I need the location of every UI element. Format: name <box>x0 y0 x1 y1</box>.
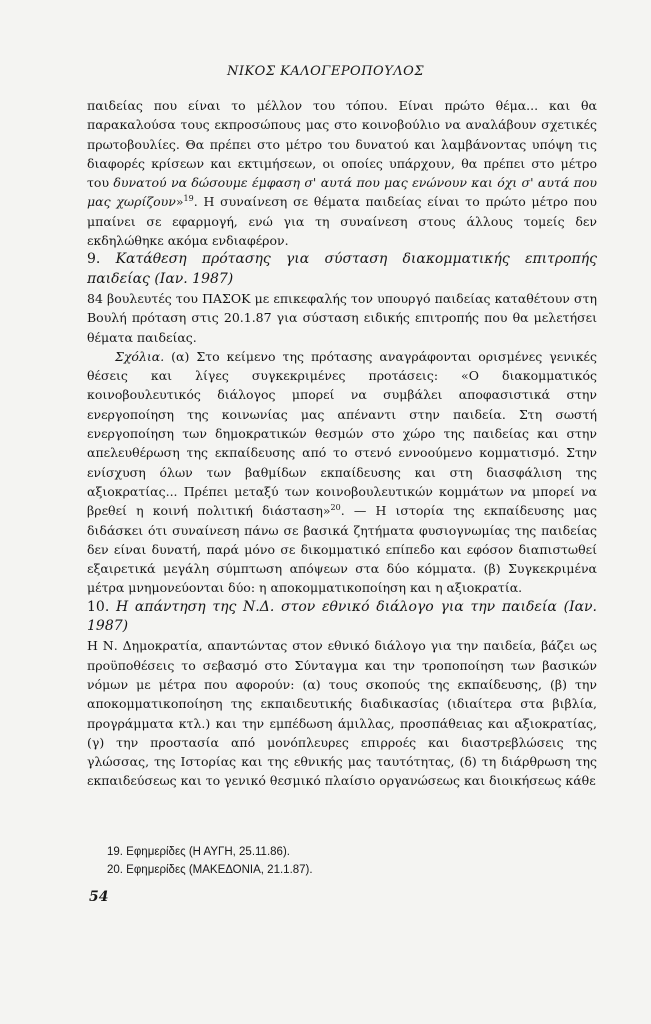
section-10-paragraph: Η Ν. Δημοκρατία, απαντώντας στον εθνικό διάλογο για την παιδεία, βάζει ως προϋποθέσεις το σεβασμό στο Σύνταγμα και την τροποποίηση των βασικών νόμων με μέτρα που αφορούν: (α) τους σκοπούς της εκπαίδευσης, (β) την αποκομματικοποίηση της εκπαιδευτικής διαδικασίας (ιδιαίτερα στα βιβλία, προγράμματα κτλ.) και την εμπέδωση άμιλλας, προσπάθειας και αξιοκρατίας, (γ) την προστασία από μονόπλευρες επιρροές και διαστρεβλώσεις της γλώσσας, της Ιστορίας και της εθνικής μας ταυτότητας, (δ) τη διάρθρωση της εκπαιδεύσεως και το γενικό θεσμικό πλαίσιο οργανώσεως και διοικήσεως κάθε <box>87 638 597 789</box>
section-9-comments <box>87 347 597 598</box>
comments-label: Σχόλια. <box>115 348 165 364</box>
closing-quote: » <box>175 194 184 210</box>
comments-text: . — Η ιστορία της εκπαίδευσης μας διδάσκει ότι συναίνεση πάνω σε βασικά ζητήματα φυσιογνωμίας της παιδείας δεν είναι δυνατή, παρά μόνο σε δικομματικό επίπεδο και εφόσον διαπιστωθεί εξαιρετικά μεγάλη σύμπτωση απόψεων στα δύο κόμματα. (β) Συγκεκριμένα μέτρα μνημονεύονται δύο: η αποκομματικοποίηση και η αξιοκρατία. <box>87 503 597 596</box>
section-10-heading <box>87 598 597 637</box>
footnote-ref-19[interactable]: 19 <box>183 194 194 204</box>
section-number: 10. <box>87 598 110 615</box>
running-header: ΝΙΚΟΣ ΚΑΛΟΓΕΡΟΠΟΥΛΟΣ <box>226 64 425 79</box>
footnote-19: 19. Εφημερίδες (Η ΑΥΓΗ, 25.11.86). <box>107 846 290 858</box>
section-number: 9. <box>87 251 101 268</box>
paragraph-text: . Η συναίνεση σε θέματα παιδείας είναι το πρώτο μέτρο που μπαίνει σε εφαρμογή, ενώ για τη συναίνεση στους άλλους τομείς δεν εκδηλώθηκε ακόμα ενδιαφέρον. <box>87 194 597 249</box>
body-text <box>87 96 597 791</box>
footnotes <box>107 843 507 879</box>
comments-text: (α) Στο κείμενο της πρότασης αναγράφονται ορισμένες γενικές θέσεις και λίγες συγκεκριμένες προτάσεις: «Ο διακομματικός κοινοβουλευτικός διάλογος μπορεί να συμβάλει αποφασιστικά στην ενεργοποίηση της κοινωνίας μας απέναντι στην παιδεία. Στη σωστή ενεργοποίηση των δημοκρατικών θεσμών στο χώρο της παιδείας και στην απελευθέρωση της εκπαίδευσης από το στενό εννοούμενο κομματισμό. Στην ενίσχυση όλων των βαθμίδων εκπαίδευσης και στη διασφάλιση της αξιοκρατίας... Πρέπει μεταξύ των κοινοβουλευτικών κομμάτων να μπορεί να βρεθεί η κοινή πολιτική διάσταση» <box>87 348 597 519</box>
section-title: Η απάντηση της Ν.Δ. στον εθνικό διάλογο για την παιδεία (Ιαν. 1987) <box>87 598 598 635</box>
section-title: Κατάθεση πρότασης για σύσταση διακομματικής επιτροπής παιδείας (Ιαν. 1987) <box>87 251 597 287</box>
paragraph-text: παιδείας που είναι το μέλλον του τόπου. Είναι πρώτο θέμα... και θα παρακαλούσα τους εκπροσώπους μας στο κοινοβούλιο να αναλάβουν σχετικές πρωτοβουλίες. Θα πρέπει στο μέτρο του δυνατού και λαμβάνοντας υπόψη τις διαφορές κρίσεων και εκτιμήσεων, οι οποίες υπάρχουν, θα πρέπει στο μέτρο του <box>87 98 597 191</box>
footnote-20: 20. Εφημερίδες (ΜΑΚΕΔΟΝΙΑ, 21.1.87). <box>107 864 313 876</box>
paragraph-continuation <box>87 96 597 250</box>
page-number: 54 <box>89 889 109 905</box>
section-9-paragraph: 84 βουλευτές του ΠΑΣΟΚ με επικεφαλής τον υπουργό παιδείας καταθέτουν στη Βουλή πρόταση στις 20.1.87 για σύσταση ειδικής επιτροπής που θα μελετήσει θέματα παιδείας. <box>87 290 597 345</box>
section-9-heading <box>87 250 597 289</box>
quoted-italic-text: δυνατού να δώσουμε έμφαση σ' αυτά που μας ενώνουν και όχι σ' αυτά που μας χωρίζουν <box>87 175 597 210</box>
footnote-ref-20[interactable]: 20 <box>330 503 341 513</box>
